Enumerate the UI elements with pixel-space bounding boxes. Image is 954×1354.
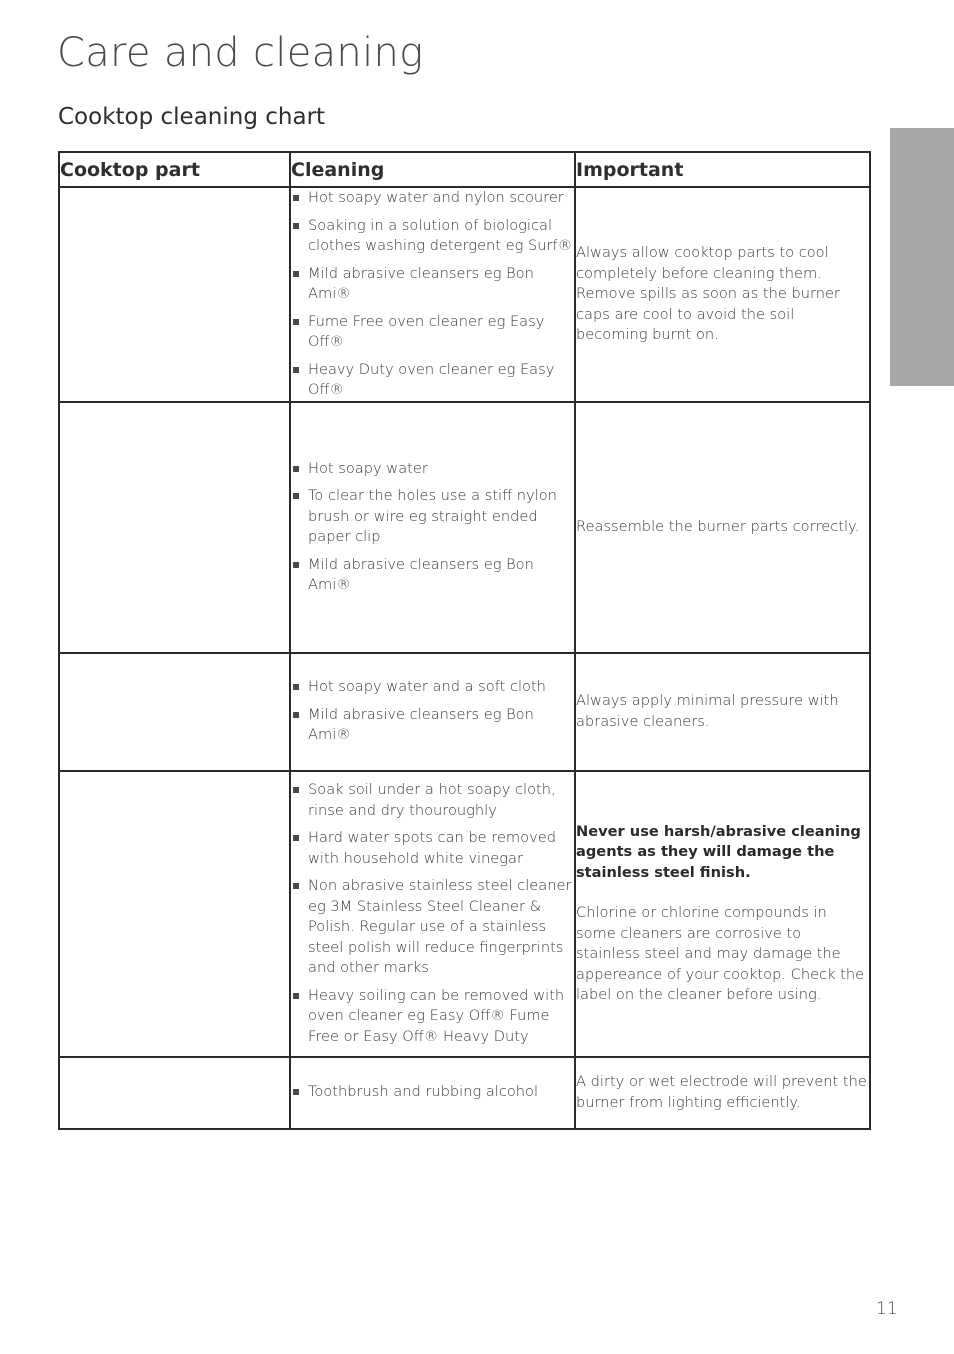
cooktop-part-cell bbox=[59, 1057, 290, 1129]
bullet-icon bbox=[293, 684, 299, 690]
list-item: Hot soapy water and a soft cloth bbox=[291, 677, 574, 698]
bullet-icon bbox=[293, 195, 299, 201]
cleaning-list bbox=[291, 780, 574, 1047]
cleaning-cell bbox=[290, 402, 575, 653]
bullet-icon bbox=[293, 712, 299, 718]
cleaning-list bbox=[291, 677, 574, 746]
list-item: Non abrasive stainless steel cleaner eg 3M Stainless Steel Cleaner & Polish. Regular use of a stainless steel polish will reduce fingerprints and other marks bbox=[291, 876, 574, 979]
important-cell bbox=[575, 1057, 870, 1129]
important-note: Always apply minimal pressure with abrasive cleaners. bbox=[576, 692, 839, 730]
cooktop-part-cell bbox=[59, 187, 290, 402]
bullet-icon bbox=[293, 883, 299, 889]
cleaning-cell bbox=[290, 653, 575, 771]
list-item: Mild abrasive cleansers eg Bon Ami® bbox=[291, 555, 574, 596]
section-title: Cooktop cleaning chart bbox=[58, 104, 326, 130]
bullet-icon bbox=[293, 319, 299, 325]
table-row bbox=[59, 1057, 870, 1129]
cleaning-cell bbox=[290, 1057, 575, 1129]
cleaning-list bbox=[291, 188, 574, 401]
bullet-icon bbox=[293, 562, 299, 568]
important-warning: Never use harsh/abrasive cleaning agents as they will damage the stainless steel finish. bbox=[576, 822, 861, 881]
bullet-icon bbox=[293, 367, 299, 373]
page-title: Care and cleaning bbox=[57, 30, 424, 76]
cooktop-part-cell bbox=[59, 653, 290, 771]
cleaning-cell bbox=[290, 771, 575, 1057]
table-row bbox=[59, 402, 870, 653]
bullet-icon bbox=[293, 787, 299, 793]
column-header-cooktop-part: Cooktop part bbox=[59, 152, 290, 187]
bullet-icon bbox=[293, 835, 299, 841]
cooktop-cleaning-table bbox=[58, 151, 871, 1130]
cooktop-part-cell bbox=[59, 771, 290, 1057]
list-item: Soak soil under a hot soapy cloth, rinse and dry thouroughly bbox=[291, 780, 574, 821]
cooktop-part-cell bbox=[59, 402, 290, 653]
table-row bbox=[59, 187, 870, 402]
list-item: To clear the holes use a stiff nylon brush or wire eg straight ended paper clip bbox=[291, 486, 574, 548]
column-header-important: Important bbox=[575, 152, 870, 187]
bullet-icon bbox=[293, 223, 299, 229]
list-item: Heavy soiling can be removed with oven cleaner eg Easy Off® Fume Free or Easy Off® Heavy Duty bbox=[291, 986, 574, 1048]
table-header-row bbox=[59, 152, 870, 187]
important-cell bbox=[575, 653, 870, 771]
important-note: Always allow cooktop parts to cool completely before cleaning them. Remove spills as soon as the burner caps are cool to avoid the soil becoming burnt on. bbox=[576, 244, 840, 343]
column-header-cleaning: Cleaning bbox=[290, 152, 575, 187]
list-item: Hot soapy water and nylon scourer bbox=[291, 188, 574, 209]
cleaning-list bbox=[291, 459, 574, 596]
list-item: Soaking in a solution of biological clothes washing detergent eg Surf® bbox=[291, 216, 574, 257]
list-item: Toothbrush and rubbing alcohol bbox=[291, 1082, 574, 1103]
important-cell bbox=[575, 187, 870, 402]
list-item: Hot soapy water bbox=[291, 459, 574, 480]
important-note: A dirty or wet electrode will prevent the burner from lighting efficiently. bbox=[576, 1073, 867, 1111]
page-number: 11 bbox=[876, 1299, 898, 1319]
section-side-tab bbox=[890, 128, 954, 386]
bullet-icon bbox=[293, 271, 299, 277]
table-row bbox=[59, 771, 870, 1057]
list-item: Mild abrasive cleansers eg Bon Ami® bbox=[291, 264, 574, 305]
cleaning-cell bbox=[290, 187, 575, 402]
list-item: Mild abrasive cleansers eg Bon Ami® bbox=[291, 705, 574, 746]
important-note: Reassemble the burner parts correctly. bbox=[576, 517, 860, 535]
bullet-icon bbox=[293, 466, 299, 472]
list-item: Fume Free oven cleaner eg Easy Off® bbox=[291, 312, 574, 353]
cleaning-list bbox=[291, 1082, 574, 1103]
important-note: Chlorine or chlorine compounds in some cleaners are corrosive to stainless steel and may damage the appereance of your cooktop. Check the label on the cleaner before using. bbox=[576, 904, 865, 1003]
table-row bbox=[59, 653, 870, 771]
important-cell bbox=[575, 771, 870, 1057]
list-item: Heavy Duty oven cleaner eg Easy Off® bbox=[291, 360, 574, 401]
bullet-icon bbox=[293, 993, 299, 999]
important-cell bbox=[575, 402, 870, 653]
list-item: Hard water spots can be removed with household white vinegar bbox=[291, 828, 574, 869]
bullet-icon bbox=[293, 1089, 299, 1095]
bullet-icon bbox=[293, 493, 299, 499]
